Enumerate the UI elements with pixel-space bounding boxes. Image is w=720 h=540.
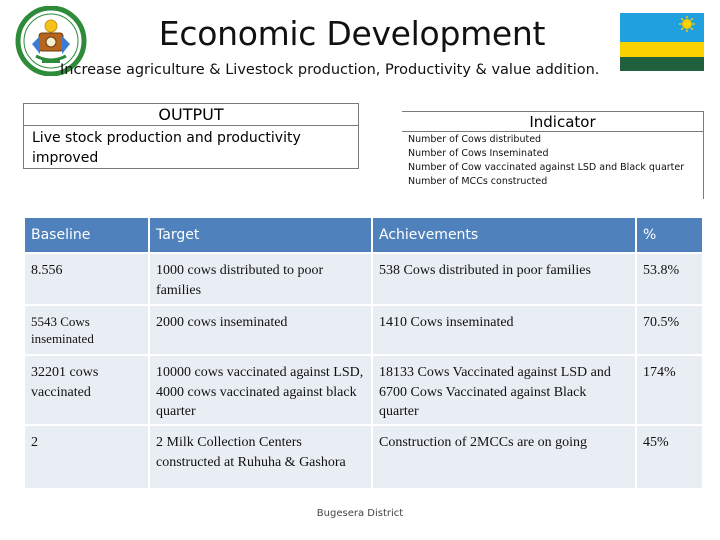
cell-baseline: 5543 Cows inseminated	[25, 304, 150, 354]
cell-percent: 70.5%	[637, 304, 702, 354]
cell-percent: 45%	[637, 424, 702, 488]
results-table	[25, 218, 702, 488]
cell-target: 2000 cows inseminated	[150, 304, 373, 354]
output-text-line-1: Live stock production and productivity	[32, 130, 301, 146]
indicator-item: Number of Cows Inseminated	[408, 148, 549, 159]
cell-target: 2 Milk Collection Centers constructed at Ruhuha & Gashora	[150, 424, 373, 488]
cell-baseline: 2	[25, 424, 150, 488]
column-header-achievements: Achievements	[373, 218, 637, 252]
cell-baseline: 32201 cows vaccinated	[25, 354, 150, 424]
table-row	[25, 252, 702, 304]
indicator-list	[402, 132, 703, 189]
cell-baseline: 8.556	[25, 252, 150, 304]
cell-achievements: 18133 Cows Vaccinated against LSD and 6700 Cows Vaccinated against Black quarter	[373, 354, 637, 424]
table-row	[25, 304, 702, 354]
indicator-item: Number of Cows distributed	[408, 134, 542, 145]
table-header-row	[25, 218, 702, 252]
indicator-item: Number of MCCs constructed	[408, 176, 548, 187]
indicator-box	[402, 111, 704, 199]
column-header-percent: %	[637, 218, 702, 252]
column-header-baseline: Baseline	[25, 218, 150, 252]
output-text	[24, 126, 358, 168]
output-box	[23, 103, 359, 169]
cell-achievements: Construction of 2MCCs are on going	[373, 424, 637, 488]
cell-achievements: 538 Cows distributed in poor families	[373, 252, 637, 304]
cell-achievements: 1410 Cows inseminated	[373, 304, 637, 354]
indicator-item: Number of Cow vaccinated against LSD and Black quarter	[408, 162, 685, 173]
cell-target: 1000 cows distributed to poor families	[150, 252, 373, 304]
cell-percent: 53.8%	[637, 252, 702, 304]
output-text-line-2: improved	[32, 150, 99, 166]
footer-text: Bugesera District	[316, 508, 404, 519]
table-row	[25, 354, 702, 424]
indicator-heading: Indicator	[402, 112, 703, 132]
cell-percent: 174%	[637, 354, 702, 424]
page-subtitle: Increase agriculture & Livestock production, Productivity & value addition.	[60, 62, 600, 78]
column-header-target: Target	[150, 218, 373, 252]
output-heading: OUTPUT	[24, 104, 358, 126]
table-row	[25, 424, 702, 488]
cell-target: 10000 cows vaccinated against LSD, 4000 cows vaccinated against black quarter	[150, 354, 373, 424]
page-title: Economic Development	[158, 14, 546, 53]
